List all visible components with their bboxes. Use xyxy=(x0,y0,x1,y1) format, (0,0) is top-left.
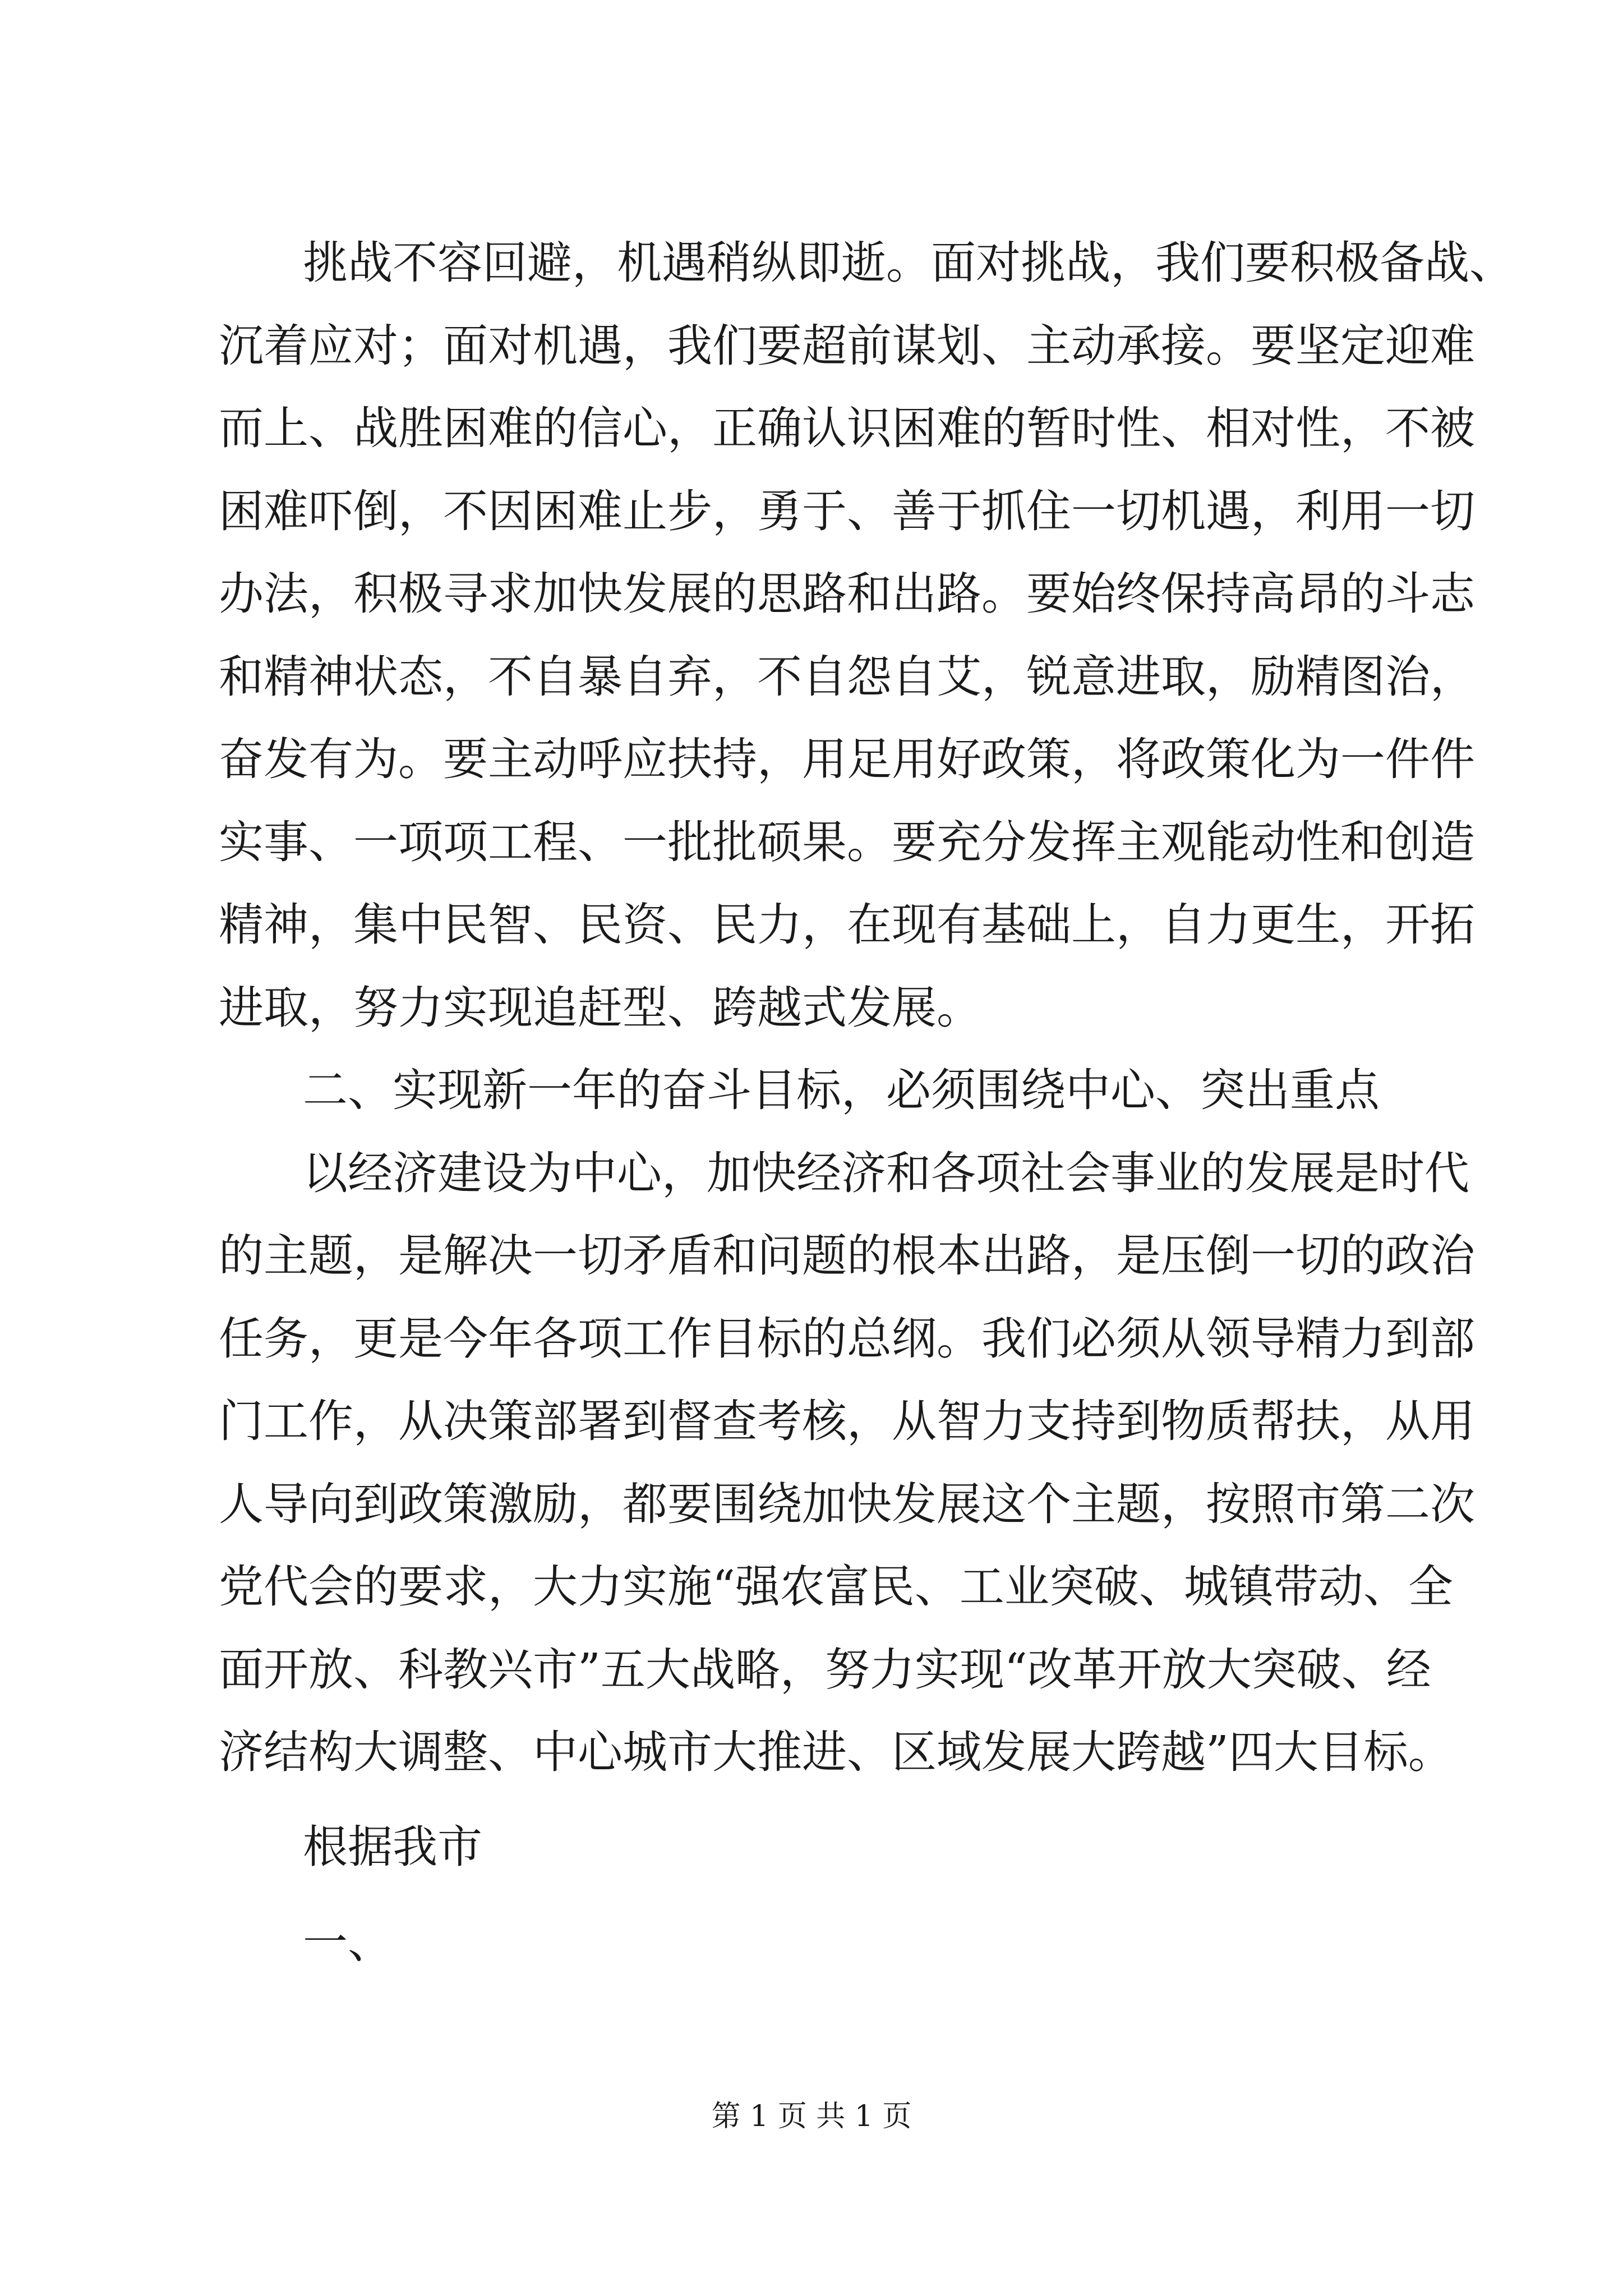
paragraph-1-line-5: 办法，积极寻求加快发展的思路和出路。要始终保持高昂的斗志 xyxy=(219,568,1475,620)
page-footer: 第 1 页 共 1 页 xyxy=(711,2100,912,2133)
paragraph-2-line-8: 济结构大调整、中心城市大推进、区域发展大跨越”四大目标。 xyxy=(219,1726,1453,1778)
paragraph-2-line-4: 门工作，从决策部署到督查考核，从智力支持到物质帮扶，从用 xyxy=(219,1395,1475,1447)
paragraph-1-line-3: 而上、战胜困难的信心，正确认识困难的暂时性、相对性，不被 xyxy=(219,402,1475,454)
paragraph-2-line-6: 党代会的要求，大力实施“强农富民、工业突破、城镇带动、全 xyxy=(219,1561,1453,1613)
paragraph-2-line-2: 的主题，是解决一切矛盾和问题的根本出路，是压倒一切的政治 xyxy=(219,1230,1475,1282)
paragraph-2-line-1: 以经济建设为中心，加快经济和各项社会事业的发展是时代 xyxy=(303,1147,1469,1199)
paragraph-2-line-5: 人导向到政策激励，都要围绕加快发展这个主题，按照市第二次 xyxy=(219,1478,1475,1530)
paragraph-1-line-6: 和精神状态，不自暴自弃，不自怨自艾，锐意进取，励精图治， xyxy=(219,650,1475,703)
paragraph-1-line-7: 奋发有为。要主动呼应扶持，用足用好政策，将政策化为一件件 xyxy=(219,733,1475,785)
section-heading: 二、实现新一年的奋斗目标，必须围绕中心、突出重点 xyxy=(303,1064,1380,1116)
paragraph-1-line-4: 困难吓倒，不因困难止步，勇于、善于抓住一切机遇，利用一切 xyxy=(219,485,1475,537)
paragraph-2-line-3: 任务，更是今年各项工作目标的总纲。我们必须从领导精力到部 xyxy=(219,1312,1475,1365)
document-body xyxy=(219,222,1514,1985)
paragraph-1-line-9: 精神，集中民智、民资、民力，在现有基础上，自力更生，开拓 xyxy=(219,899,1475,951)
paragraph-1-line-10: 进取，努力实现追赶型、跨越式发展。 xyxy=(219,981,981,1034)
paragraph-1-line-1: 挑战不容回避，机遇稍纵即逝。面对挑战，我们要积极备战、 xyxy=(303,237,1514,289)
fragment-text-1: 根据我市 xyxy=(303,1820,482,1873)
paragraph-2-line-7: 面开放、科教兴市”五大战略，努力实现“改革开放大突破、经 xyxy=(219,1643,1431,1696)
paragraph-1-line-8: 实事、一项项工程、一批批硕果。要充分发挥主观能动性和创造 xyxy=(219,816,1475,868)
paragraph-1-line-2: 沉着应对；面对机遇，我们要超前谋划、主动承接。要坚定迎难 xyxy=(219,319,1475,372)
fragment-text-2: 一、 xyxy=(303,1916,393,1968)
